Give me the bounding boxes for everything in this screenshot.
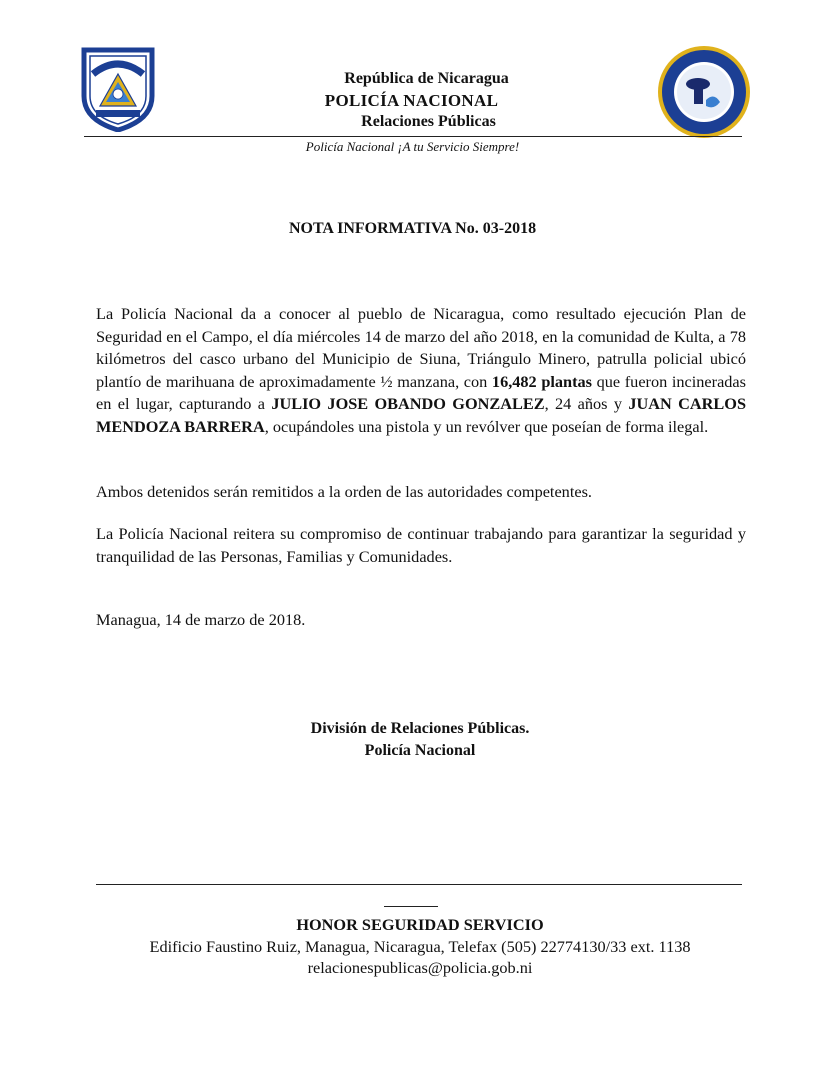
detainee-2-name: JUAN CARLOS MENDOZA BARRERA — [96, 394, 746, 436]
p1-text-a: La Policía Nacional da a conocer al pueblo de Nicaragua, como resultado ejecución Plan de Seguridad en el Campo, el día miércoles 14 de marzo del año 2018, en la comunidad de Kulta, a 78 kilómetros del casco urbano del Municipio de Siuna, Triángulo Minero, patrulla policial ubicó plantío de marihuana de aproximadamente ½ manzana, con — [96, 304, 746, 391]
signature-division: División de Relaciones Públicas. — [310, 720, 530, 737]
footer-motto: HONOR SEGURIDAD SERVICIO — [296, 915, 544, 934]
paragraph-date: Managua, 14 de marzo de 2018. — [96, 610, 306, 629]
paragraph-detainees: Ambos detenidos serán remitidos a la orden de las autoridades competentes. — [96, 482, 592, 501]
paragraph-main — [96, 303, 746, 438]
p1-text-c: que fueron incineradas en el lugar, capturando a — [96, 371, 746, 413]
plants-count: 16,482 plantas — [491, 371, 592, 391]
header-department: Relaciones Públicas — [361, 113, 496, 130]
header-country: República de Nicaragua — [344, 70, 509, 87]
p1-text-e: , 24 años y — [544, 394, 629, 413]
header-divider — [84, 136, 742, 137]
document-title: NOTA INFORMATIVA No. 03-2018 — [288, 220, 537, 237]
header-slogan: Policía Nacional ¡A tu Servicio Siempre! — [305, 139, 520, 154]
footer-divider-short — [384, 906, 438, 907]
signature-institution: Policía Nacional — [364, 742, 476, 759]
footer-email: relacionespublicas@policia.gob.ni — [307, 958, 533, 977]
header-institution: POLICÍA NACIONAL — [324, 91, 499, 110]
p1-text-g: , ocupándoles una pistola y un revólver que poseían de forma ilegal. — [264, 416, 709, 436]
detainee-1-name: JULIO JOSE OBANDO GONZALEZ — [271, 394, 545, 413]
footer-address: Edificio Faustino Ruiz, Managua, Nicaragua, Telefax (505) 22774130/33 ext. 1138 — [149, 937, 691, 956]
footer-divider — [96, 884, 742, 885]
paragraph-commitment: La Policía Nacional reitera su compromiso de continuar trabajando para garantizar la seguridad y tranquilidad de las Personas, Familias y Comunidades. — [96, 524, 746, 566]
